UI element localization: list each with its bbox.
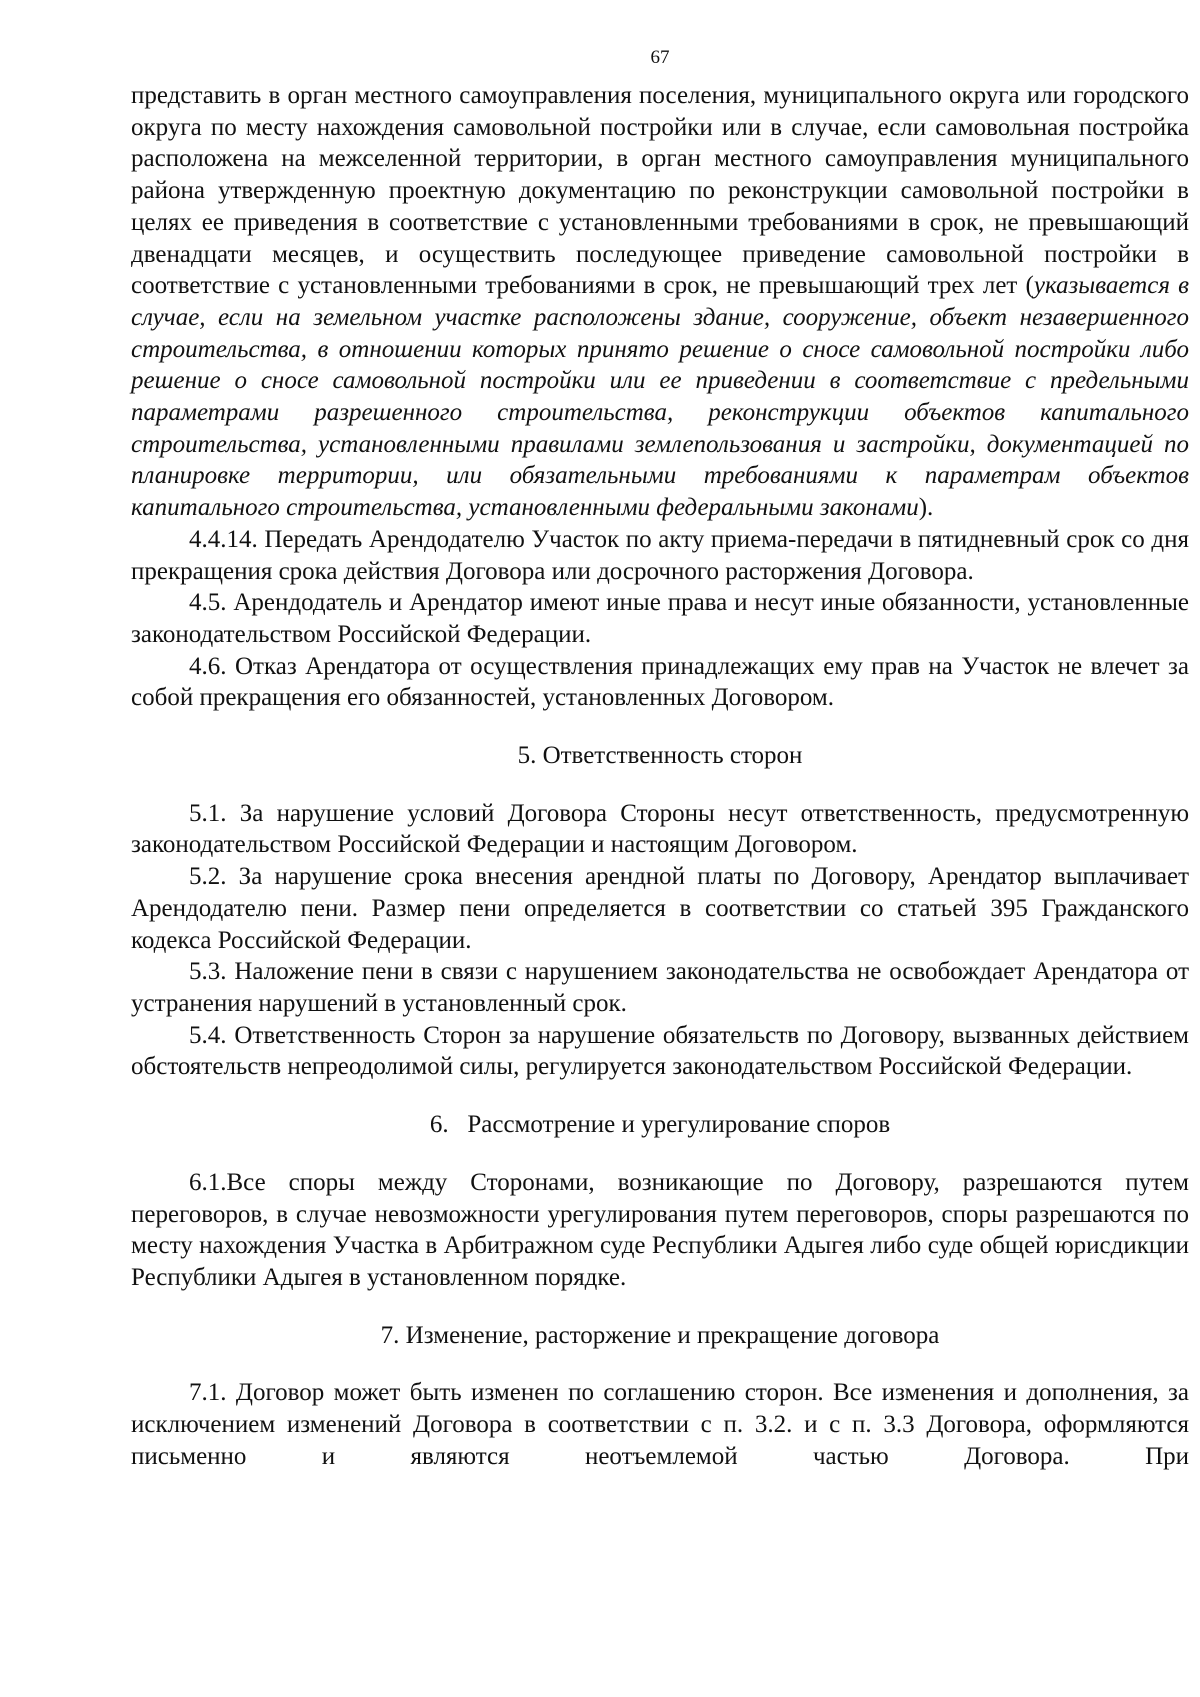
continuation-italic-note: указывается в случае, если на земельном участке расположены здание, сооружение, объект незавершенного строительства, в отношении которых принято решение о сносе самовольной постройки либо решение о сносе самовольной постройки или ее приведении в соответствие с предельными параметрами разрешенного строительства, реконструкции объектов капитального строительства, установленными правилами землепользования и застройки, документацией по планировке территории, или обязательными требованиями к параметрам объектов капитального строительства, установленными федеральными законами (131, 272, 1189, 522)
paragraph-5-4: 5.4. Ответственность Сторон за нарушение обязательств по Договору, вызванных действием обстоятельств непреодолимой силы, регулируется законодательством Российской Федерации. (131, 1021, 1189, 1081)
paragraph-4-6: 4.6. Отказ Арендатора от осуществления принадлежащих ему прав на Участок не влечет за собой прекращения его обязанностей, установленных Договором. (131, 652, 1189, 712)
paragraph-4-5: 4.5. Арендодатель и Арендатор имеют иные права и несут иные обязанности, установленные законодательством Российской Федерации. (131, 589, 1189, 648)
continuation-paragraph (131, 80, 1189, 524)
section-7-heading: 7. Изменение, расторжение и прекращение договора (380, 1321, 940, 1349)
paragraph-7-1: 7.1. Договор может быть изменен по соглашению сторон. Все изменения и дополнения, за исключением изменений Договора в соответствии с п. 3.2. и с п. 3.3 Договора, оформляются письменно и являются неотъемлемой частью Договора. При (131, 1379, 1189, 1470)
section-5-heading: 5. Ответственность сторон (517, 742, 803, 770)
section-6-heading: 6. Рассмотрение и урегулирование споров (429, 1111, 891, 1139)
paragraph-5-2: 5.2. За нарушение срока внесения арендной платы по Договору, Арендатор выплачивает Арендодателю пени. Размер пени определяется в соответствии со статьей 395 Гражданского кодекса Российской Федерации. (131, 863, 1189, 954)
paragraph-5-3: 5.3. Наложение пени в связи с нарушением законодательства не освобождает Арендатора от устранения нарушений в установленный срок. (131, 958, 1189, 1017)
page-number: 67 (650, 47, 670, 68)
paragraph-5-1: 5.1. За нарушение условий Договора Стороны несут ответственность, предусмотренную законодательством Российской Федерации и настоящим Договором. (131, 799, 1189, 859)
paragraph-6-1: 6.1.Все споры между Сторонами, возникающие по Договору, разрешаются путем переговоров, в случае невозможности урегулирования путем переговоров, споры разрешаются по месту нахождения Участка в Арбитражном суде Республики Адыгея либо суде общей юрисдикции Республики Адыгея в установленном порядке. (131, 1168, 1189, 1291)
paragraph-4-4-14: 4.4.14. Передать Арендодателю Участок по акту приема-передачи в пятидневный срок со дня прекращения срока действия Договора или досрочного расторжения Договора. (131, 525, 1189, 585)
document-page (131, 46, 1189, 1472)
continuation-text: представить в орган местного самоуправления поселения, муниципального округа или городского округа по месту нахождения самовольной постройки или в случае, если самовольная постройка расположена на межселенной территории, в орган местного самоуправления муниципального района утвержденную проектную документацию по реконструкции самовольной постройки в целях ее приведения в соответствие с установленными требованиями в срок, не превышающий двенадцати месяцев, и осуществить последующее приведение самовольной постройки в соответствие с установленными требованиями в срок, не превышающий трех лет ( (131, 82, 1189, 300)
continuation-tail: ). (918, 494, 934, 522)
